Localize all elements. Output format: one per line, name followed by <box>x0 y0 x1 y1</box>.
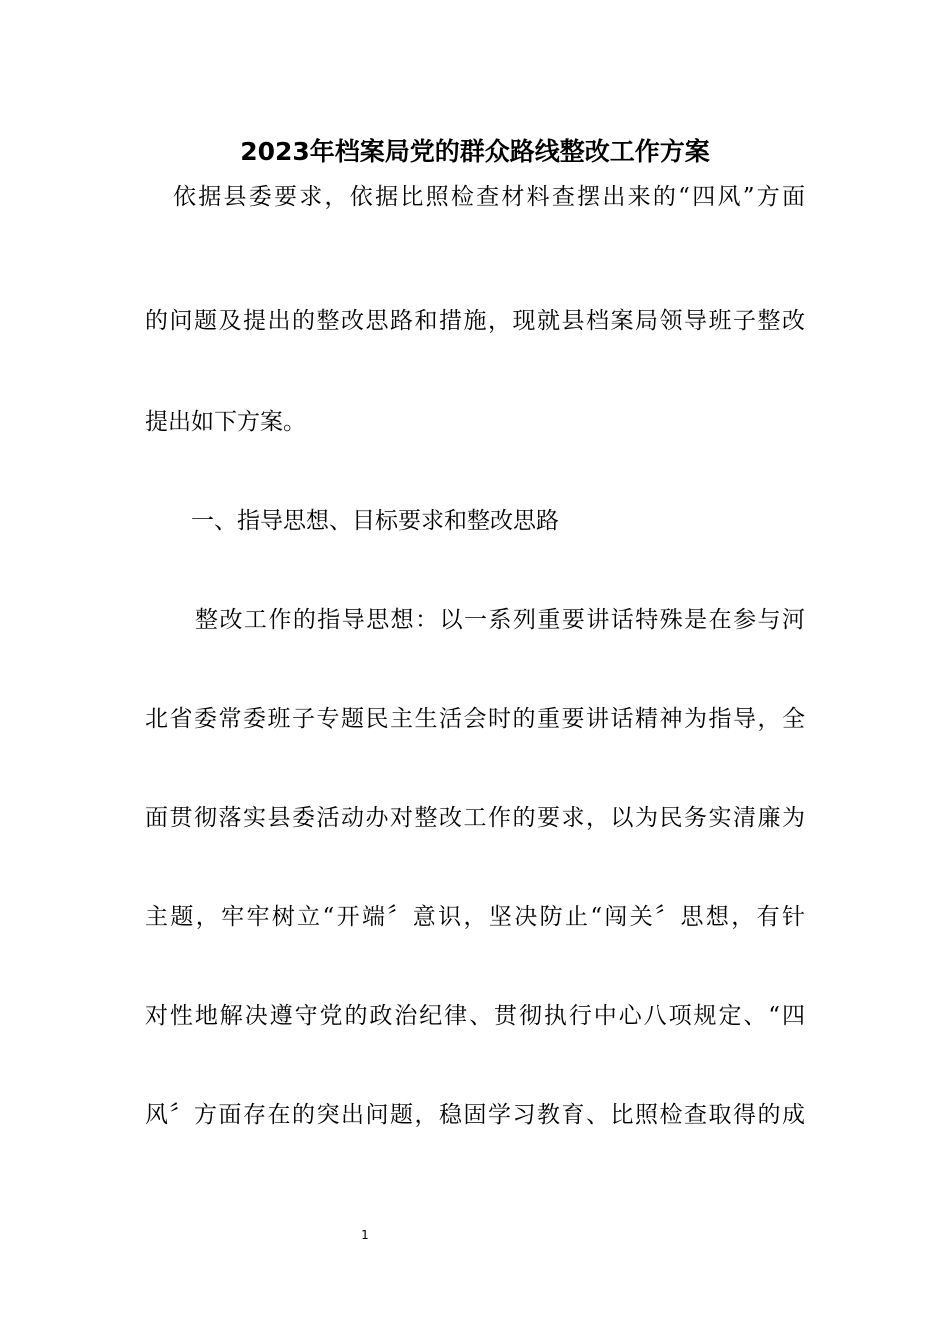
paragraph-line: 的问题及提出的整改思路和措施，现就县档案局领导班子整改 <box>145 308 805 334</box>
paragraph-line: 整改工作的指导思想：以一系列重要讲话特殊是在参与河 <box>195 607 805 633</box>
paragraph-line: 风〞方面存在的突出问题，稳固学习教育、比照检查取得的成 <box>145 1102 805 1128</box>
paragraph-line: 依据县委要求，依据比照检查材料查摆出来的“四风”方面 <box>173 184 805 210</box>
paragraph-line: 面贯彻落实县委活动办对整改工作的要求，以为民务实清廉为 <box>145 805 805 831</box>
paragraph-line: 提出如下方案。 <box>145 409 306 435</box>
page-number: 1 <box>361 1228 369 1242</box>
section-heading: 一、指导思想、目标要求和整改思路 <box>191 508 559 534</box>
document-title: 2023年档案局党的群众路线整改工作方案 <box>240 137 710 166</box>
paragraph-line: 主题，牢牢树立“开端〞意识，坚决防止“闯关〞思想，有针 <box>145 904 805 930</box>
paragraph-line: 北省委常委班子专题民主生活会时的重要讲话精神为指导，全 <box>145 706 805 732</box>
paragraph-line: 对性地解决遵守党的政治纪律、贯彻执行中心八项规定、“四 <box>145 1003 805 1029</box>
